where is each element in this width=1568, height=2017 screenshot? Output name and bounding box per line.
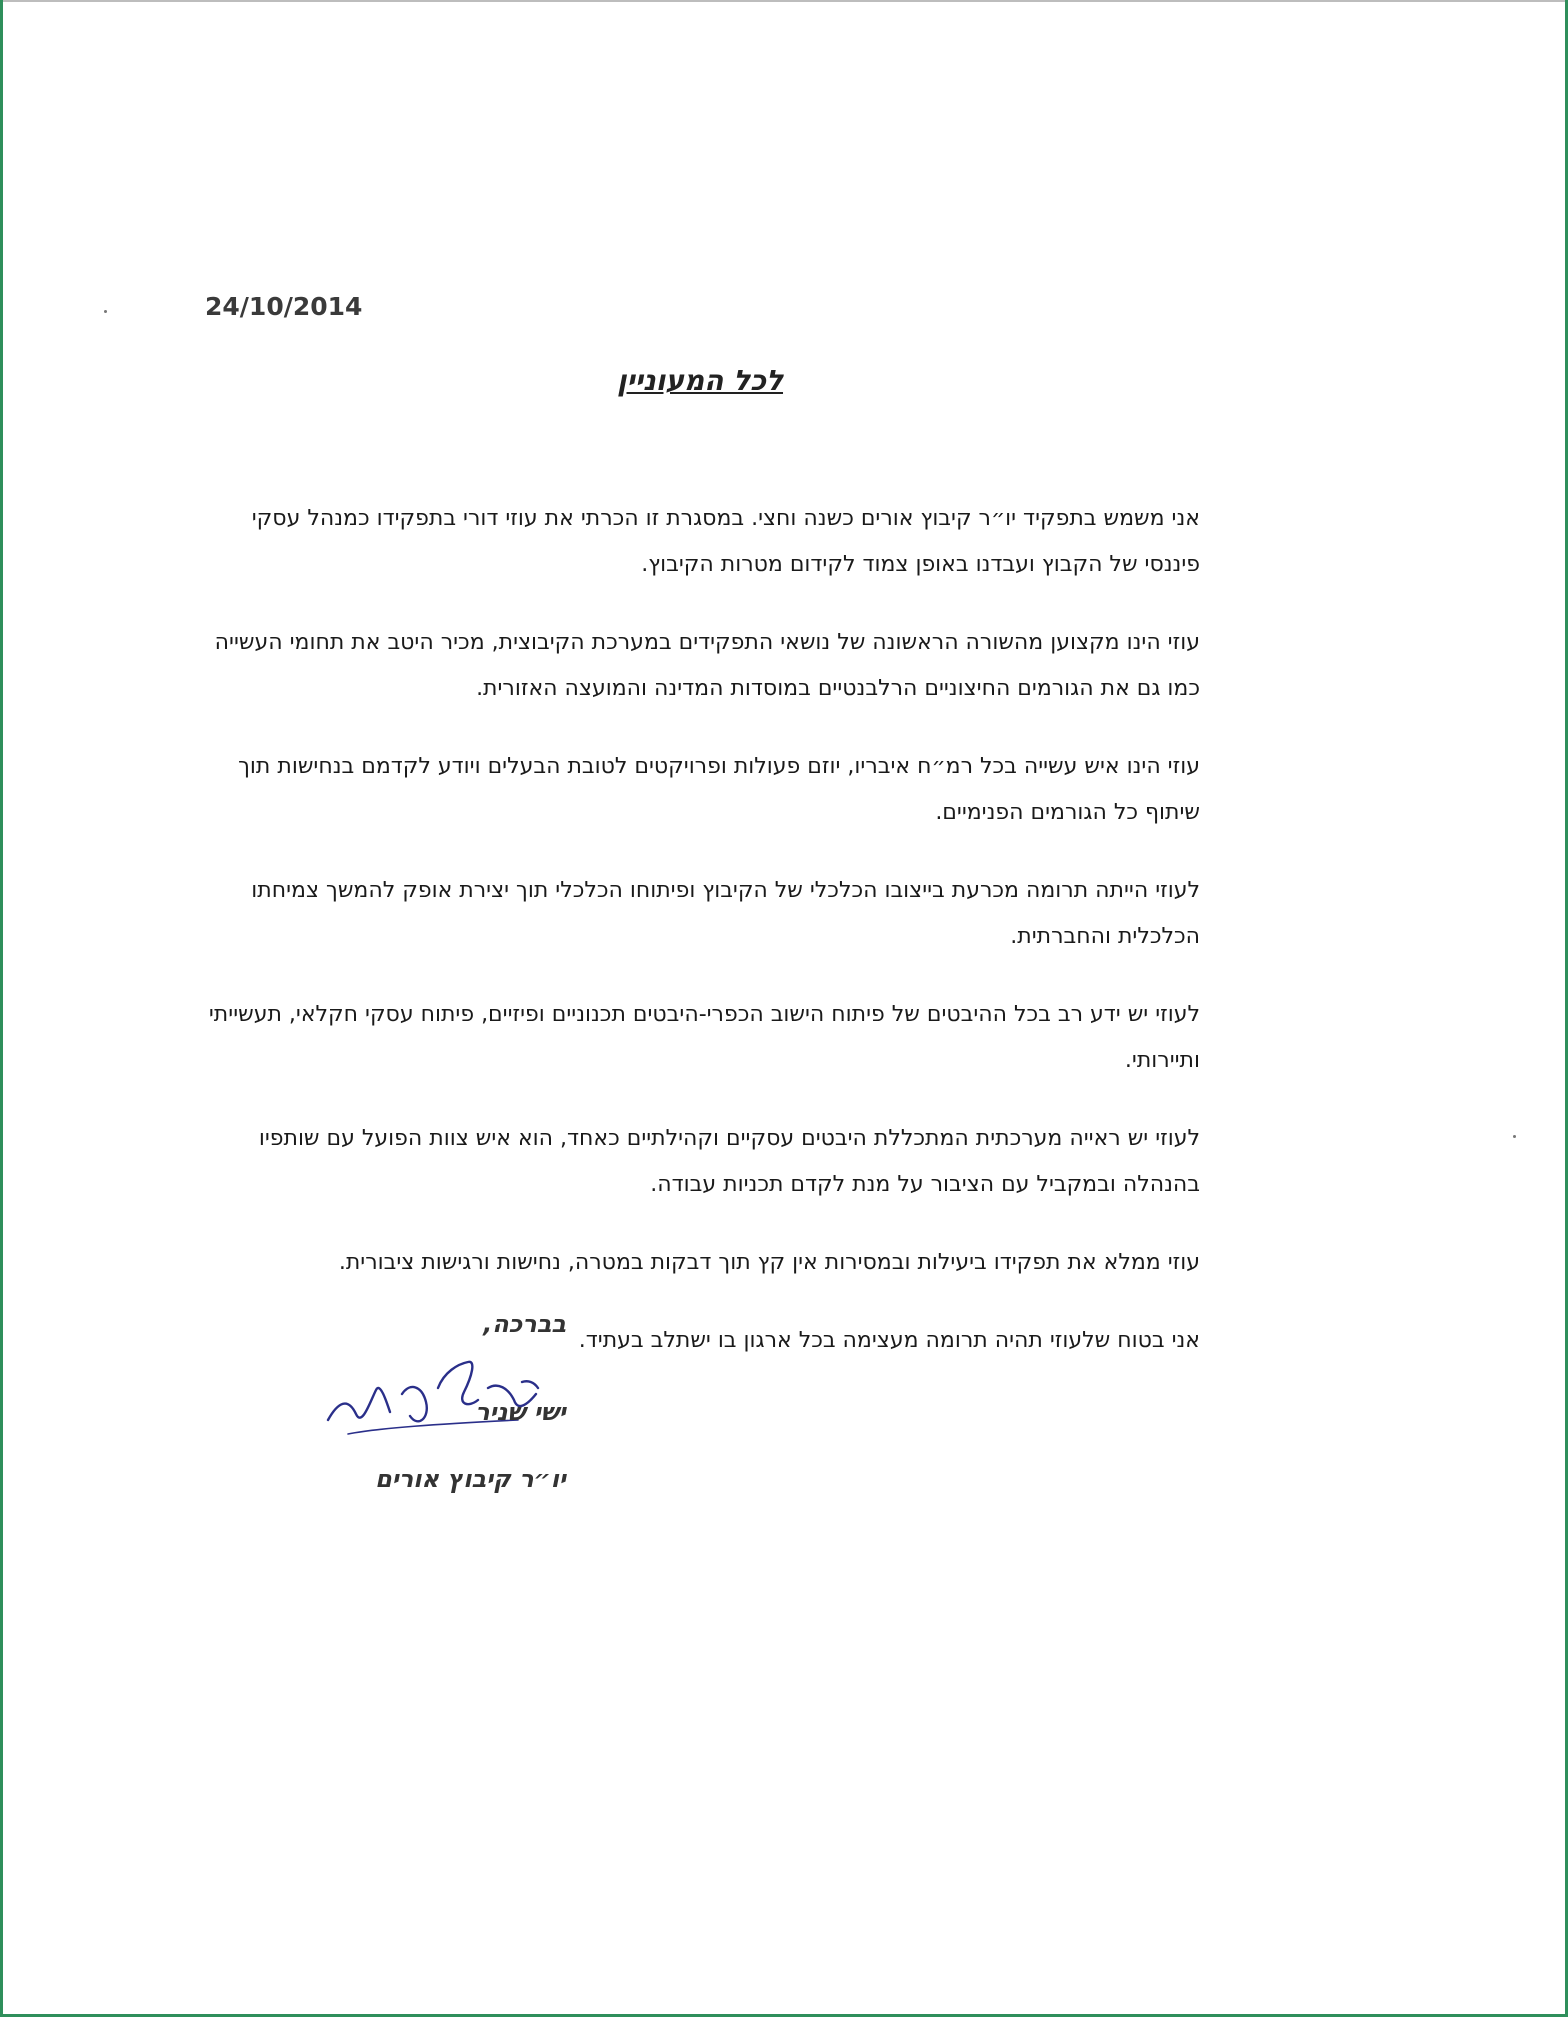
letter-heading: לכל המעוניין [616, 364, 784, 397]
paragraph: אני בטוח שלעוזי תהיה תרומה מעצימה בכל ארגון בו ישתלב בעתיד. [578, 1328, 1200, 1353]
letter-body [200, 496, 1200, 1396]
letter-date: 24/10/2014 [205, 292, 363, 321]
handwritten-signature [318, 1342, 558, 1452]
signer-title: יו״ר קיבוץ אורים [375, 1465, 566, 1493]
paragraph: אני משמש בתפקיד יו״ר קיבוץ אורים כשנה וחצי. במסגרת זו הכרתי את עוזי דורי בתפקידו כמנהל עסקי פיננסי של הקבוץ ועבדנו באופן צמוד לקידום מטרות הקיבוץ. [251, 506, 1200, 577]
greeting: בברכה, [483, 1310, 566, 1338]
scan-speck [1513, 1135, 1516, 1138]
scan-speck [104, 310, 107, 313]
paragraph: לעוזי יש ידע רב בכל ההיבטים של פיתוח הישוב הכפרי-היבטים תכנוניים ופיזיים, פיתוח עסקי חקלאי, תעשייתי ותיירותי. [208, 1002, 1200, 1073]
signer-name: ישי שניר [475, 1398, 566, 1426]
paragraph: לעוזי הייתה תרומה מכרעת בייצובו הכלכלי של הקיבוץ ופיתוחו הכלכלי תוך יצירת אופק להמשך צמיחתו הכלכלית והחברתית. [251, 878, 1200, 949]
paragraph: עוזי ממלא את תפקידו ביעילות ובמסירות אין קץ תוך דבקות במטרה, נחישות ורגישות ציבורית. [338, 1250, 1200, 1275]
paragraph: עוזי הינו מקצוען מהשורה הראשונה של נושאי התפקידים במערכת הקיבוצית, מכיר היטב את תחומי העשייה כמו גם את הגורמים החיצוניים הרלבנטיים במוסדות המדינה והמועצה האזורית. [214, 630, 1200, 701]
paragraph: עוזי הינו איש עשייה בכל רמ״ח איבריו, יוזם פעולות ופרויקטים לטובת הבעלים ויודע לקדמם בנחישות תוך שיתוף כל הגורמים הפנימיים. [238, 754, 1200, 825]
paragraph: לעוזי יש ראייה מערכתית המתכללת היבטים עסקיים וקהילתיים כאחד, הוא איש צוות הפועל עם שותפיו בהנהלה ובמקביל עם הציבור על מנת לקדם תכניות עבודה. [258, 1126, 1200, 1197]
